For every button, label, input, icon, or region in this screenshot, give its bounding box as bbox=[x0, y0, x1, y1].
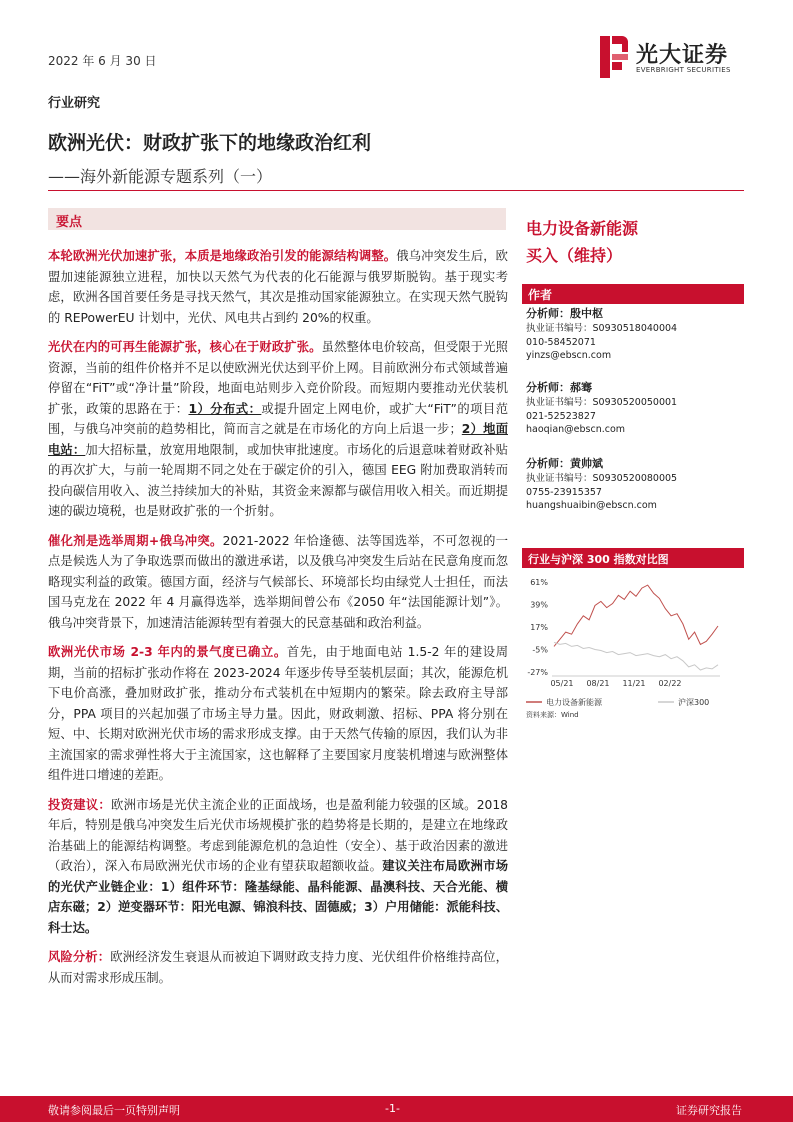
paragraph-3: 催化剂是选举周期+俄乌冲突。2021-2022 年恰逢德、法等国选举，不可忽视的一点是候选人为了争取选票而做出的激进承诺，以及俄乌冲突发生后站在民意角度而忽略现实利益的政策。德国方面，经济与气候部长、环境部长均由绿党人士担任，而法国马克龙在 2022 年 4 月赢得选举，选举期间曾公布《2050 年“法国能源计划”》。俄乌冲突背景下，加速清洁能源转型有着强大的民意基础和政治利益。 bbox=[48, 533, 508, 630]
title-divider bbox=[48, 190, 744, 191]
footer-disclaimer: 敬请参阅最后一页特别声明 bbox=[48, 1104, 180, 1117]
x-tick-label: 02/22 bbox=[658, 679, 682, 688]
footer-doc-type: 证券研究报告 bbox=[676, 1104, 742, 1117]
everbright-logo-icon bbox=[598, 36, 628, 78]
legend-label-2: 沪深300 bbox=[678, 698, 710, 707]
paragraph-2: 光伏在内的可再生能源扩张，核心在于财政扩张。虽然整体电价较高，但受限于光照资源，当前的组件价格并不足以使欧洲光伏达到平价上网。目前欧洲分布式领域普遍停留在“FiT”或“净计量”阶段，地面电站则步入竞价阶段。而短期内要推动光伏装机扩张，政策的思路在于：1）分布式：或提升固定上网电价，或扩大“FiT”的项目范围，与俄乌冲突前的趋势相比，简而言之就是在市场化的方向上后退一步；2）地面电站：加大招标量，放宽用地限制，或加快审批速度。市场化的后退意味着财政补贴的再次扩大，与前一轮周期不同之处在于碳定价的引入，德国 EEG 附加费取消转而投向碳信用收入、波兰持续加大的补贴，其资金来源都与碳信用收入相关。而近期提速的碳边境税，也是财政扩张的一个折射。 bbox=[48, 340, 508, 518]
page-footer bbox=[0, 1096, 793, 1122]
series-line-2 bbox=[554, 642, 718, 670]
y-tick-label: 39% bbox=[530, 600, 548, 610]
x-tick-label: 11/21 bbox=[622, 679, 646, 688]
logo-text-en: EVERBRIGHT SECURITIES bbox=[636, 66, 731, 74]
paragraph-1: 本轮欧洲光伏加速扩张，本质是地缘政治引发的能源结构调整。俄乌冲突发生后，欧盟加速能源独立进程，加快以天然气为代表的化石能源与俄罗斯脱钩。基于现实考虑，欧洲各国首要任务是寻找天然气，其次是推动国家能源独立。在实现天然气脱钩的 REPowerEU 计划中，光伏、风电共占到约 20%的权重。 bbox=[48, 249, 508, 325]
y-tick-label: 17% bbox=[530, 623, 548, 632]
legend-label-1: 电力设备新能源 bbox=[546, 698, 602, 707]
x-tick-label: 05/21 bbox=[550, 679, 574, 688]
author-header bbox=[522, 284, 744, 304]
chart-title-bar bbox=[522, 548, 744, 568]
industry-name: 电力设备新能源 bbox=[526, 219, 639, 238]
analyst-card: 分析师：殷中枢 执业证书编号：S0930518040004 010-58452071 yinzs@ebscn.com bbox=[526, 306, 744, 363]
y-tick-label: -5% bbox=[532, 645, 548, 655]
logo-text-cn: 光大证券 bbox=[636, 43, 729, 68]
analyst-email[interactable]: haoqian@ebscn.com bbox=[526, 424, 626, 435]
brand-logo bbox=[598, 36, 768, 80]
paragraph-4: 欧洲光伏市场 2-3 年内的景气度已确立。首先，由于地面电站 1.5-2 年的建设周期，当前的招标扩张动作将在 2023-2024 年逐步传导至装机层面；其次，能源危机下电价高涨，叠加财政扩张，推动分布式装机在中短期内的繁荣。除去政府主导部分，PPA 项目的兴起加强了市场主导力量。因此，财政刺激、招标、PPA 将分别在短、中、长期对欧洲光伏市场的需求形成支撑。由于天然气传输的原因，我们认为非主流国家的需求弹性将大于主流国家，这也解释了主要国家月度装机增速与欧洲整体组件进口增速的差距。 bbox=[48, 645, 509, 782]
report-title: 欧洲光伏：财政扩张下的地缘政治红利 bbox=[48, 132, 372, 154]
page-number: -1- bbox=[385, 1102, 400, 1115]
author-label: 作者 bbox=[528, 288, 553, 302]
summary-body bbox=[48, 246, 508, 997]
paragraph-5: 投资建议：欧洲市场是光伏主流企业的正面战场，也是盈利能力较强的区域。2018 年后，特别是俄乌冲突发生后光伏市场规模扩张的趋势将是长期的，是建立在地缘政治基础上的能源结构调整。考虑到能源危机的急迫性（安全）、基于政治因素的激进（政治），深入布局欧洲光伏市场的企业有望获取超额收益。建议关注布局欧洲市场的光伏产业链企业：1）组件环节：隆基绿能、晶科能源、晶澳科技、天合光能、横店东磁；2）逆变器环节：阳光电源、锦浪科技、固德威；3）户用储能：派能科技、科士达。 bbox=[48, 797, 508, 935]
report-date: 2022 年 6 月 30 日 bbox=[48, 54, 157, 68]
analyst-email[interactable]: huangshuaibin@ebscn.com bbox=[526, 500, 657, 511]
section-header bbox=[48, 208, 506, 230]
paragraph-6: 风险分析：欧洲经济发生衰退从而被迫下调财政支持力度、光伏组件价格维持高位，从而对需求形成压制。 bbox=[48, 950, 508, 985]
chart-title: 行业与沪深 300 指数对比图 bbox=[528, 553, 669, 566]
index-comparison-chart bbox=[524, 572, 744, 720]
report-subtitle: ——海外新能源专题系列（一） bbox=[48, 167, 273, 186]
analyst-email[interactable]: yinzs@ebscn.com bbox=[526, 350, 612, 361]
rating: 买入（维持） bbox=[526, 246, 623, 265]
report-category: 行业研究 bbox=[48, 96, 101, 111]
x-tick-label: 08/21 bbox=[586, 679, 610, 688]
series-line-1 bbox=[554, 585, 718, 646]
section-label: 要点 bbox=[56, 215, 83, 230]
analyst-card: 分析师：郝骞 执业证书编号：S0930520050001 021-52523827 haoqian@ebscn.com bbox=[526, 380, 744, 437]
analyst-card: 分析师：黄帅斌 执业证书编号：S0930520080005 0755-23915357 huangshuaibin@ebscn.com bbox=[526, 456, 744, 513]
chart-source: 资料来源：Wind bbox=[526, 711, 579, 719]
y-tick-label: -27% bbox=[527, 668, 548, 677]
y-tick-label: 61% bbox=[530, 578, 548, 587]
